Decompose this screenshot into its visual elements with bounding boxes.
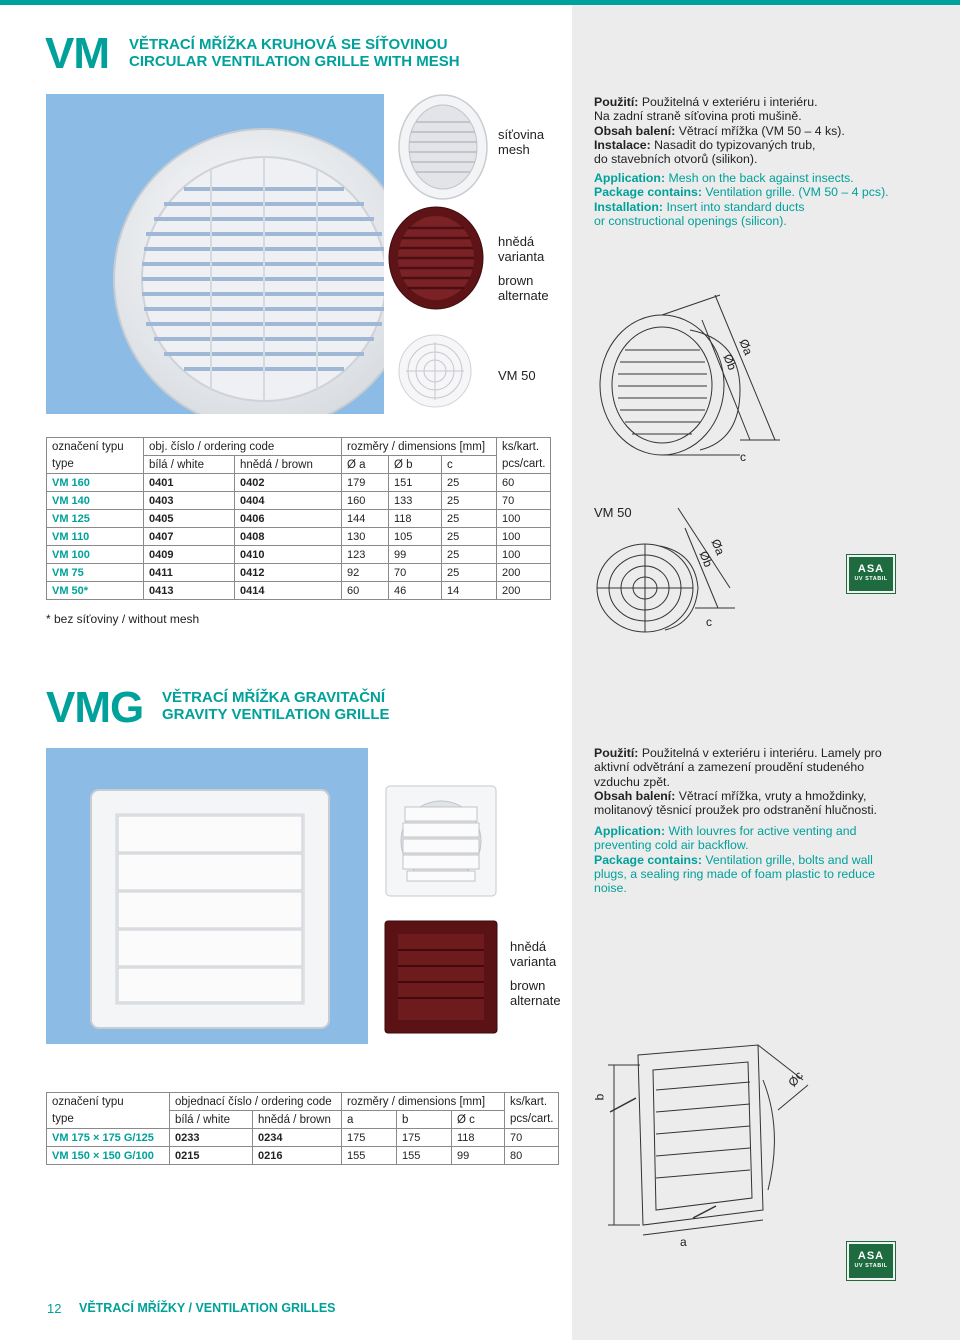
vm-cell-type: VM 125 (47, 510, 144, 528)
vm-cell-brown: 0402 (235, 474, 342, 492)
vmg-table-row (47, 1129, 559, 1147)
vm-cell-type: VM 50* (47, 582, 144, 600)
vm-product-photo (46, 94, 384, 414)
vm-mesh-grille-image (398, 94, 488, 200)
vm-cell-brown: 0414 (235, 582, 342, 600)
vm-cell-c: 14 (442, 582, 497, 600)
vm-cell-a: 60 (342, 582, 389, 600)
vm-cell-c: 25 (442, 474, 497, 492)
vm-col-order-header: obj. číslo / ordering code (144, 438, 342, 456)
vmg-small-white-grille-image (385, 785, 497, 897)
vm-cell-pcs: 100 (497, 528, 551, 546)
vm-description-cz: Použití: Použitelná v exteriéru i interiéru. Na zadní straně síťovina proti mušině. Obsah balení: Větrací mřížka (VM 50 – 4 ks). Instalace: Nasadit do typizovaných trub, do stavebních otvorů (silikon). (594, 95, 845, 167)
vm-cell-a: 130 (342, 528, 389, 546)
vmg-dim-c: Øc (785, 1068, 806, 1090)
vmg-dim-a: a (680, 1235, 687, 1249)
vm-title (129, 36, 460, 70)
vm-col-type-header: označení typu (47, 438, 144, 456)
vmg-cell-white: 0233 (170, 1129, 253, 1147)
vm50-dim-c: c (706, 615, 712, 629)
vm-cell-white: 0405 (144, 510, 235, 528)
vm-table-row (47, 546, 551, 564)
vmg-title (162, 689, 390, 723)
vm50-dim-b: Øb (696, 548, 716, 570)
vm-mesh-caption: síťovina mesh (498, 127, 545, 157)
vmg-product-photo (46, 748, 368, 1044)
vm50-dim-a: Øa (708, 536, 728, 558)
vm-col-dim-header: rozměry / dimensions [mm] (342, 438, 497, 456)
vm-cell-b: 70 (389, 564, 442, 582)
vm-cell-c: 25 (442, 546, 497, 564)
vm-dim-c: c (740, 450, 746, 464)
vmg-cell-a: 175 (342, 1129, 397, 1147)
vm-cell-brown: 0404 (235, 492, 342, 510)
vmg-cell-b: 155 (397, 1147, 452, 1165)
vmg-col-type-header: označení typu (47, 1093, 170, 1111)
vm-brown-grille-image (388, 206, 484, 310)
vm-cell-b: 46 (389, 582, 442, 600)
vm-title-cz: VĚTRACÍ MŘÍŽKA KRUHOVÁ SE SÍŤOVINOU (129, 36, 448, 53)
vm-cell-a: 160 (342, 492, 389, 510)
vm50-grille-image (398, 334, 472, 408)
vmg-product-code: VMG (46, 683, 144, 732)
vm-cell-a: 123 (342, 546, 389, 564)
vm-brown-caption: hnědá varianta brown alternate (498, 234, 549, 303)
vmg-cell-pcs: 80 (505, 1147, 559, 1165)
vm-table-row (47, 510, 551, 528)
vm-cell-pcs: 60 (497, 474, 551, 492)
vm-spec-table: označení typu obj. číslo / ordering code rozměry / dimensions [mm] ks/kart. type bílá / white hnědá / brown Ø a Ø b c pcs/cart. VM 160 0401 0402 179 151 25 60 VM 140 0403 0404 160 133 25 70 VM 125 0405 0406 144 118 25 100 VM 110 0407 0408 130 105 25 100 VM 100 0409 0410 123 99 25 100 VM 75 0411 0412 92 70 25 200 VM 50* 0413 0414 60 46 14 200 (46, 437, 551, 600)
vmg-cell-type: VM 150 × 150 G/100 (47, 1147, 170, 1165)
vm50-caption: VM 50 (498, 368, 536, 383)
vm-dim-a: Øa (736, 336, 756, 358)
vm-footnote: * bez síťoviny / without mesh (46, 612, 200, 626)
vm-cell-type: VM 110 (47, 528, 144, 546)
vm-cell-white: 0409 (144, 546, 235, 564)
vm-cell-type: VM 160 (47, 474, 144, 492)
vm-table-row (47, 564, 551, 582)
vm-table-row (47, 582, 551, 600)
vm-cell-c: 25 (442, 564, 497, 582)
vmg-spec-table: označení typu objednací číslo / ordering code rozměry / dimensions [mm] ks/kart. type bílá / white hnědá / brown a b Ø c pcs/cart. VM 175 × 175 G/125 0233 0234 175 175 118 70 VM 150 × 150 G/100 0215 0216 155 155 99 80 (46, 1092, 559, 1165)
vm-en-application: Application: Mesh on the back against insects. (594, 171, 854, 185)
vm-cell-type: VM 140 (47, 492, 144, 510)
vm-en-package: Package contains: Ventilation grille. (VM 50 – 4 pcs). (594, 185, 889, 200)
vm-cell-white: 0407 (144, 528, 235, 546)
vm-cell-type: VM 75 (47, 564, 144, 582)
vmg-cell-brown: 0234 (253, 1129, 342, 1147)
vm50-technical-drawing (590, 498, 750, 638)
vm-round-grille-image (46, 94, 384, 414)
vm-table-row (47, 474, 551, 492)
vm-cell-pcs: 200 (497, 582, 551, 600)
vmg-cell-a: 155 (342, 1147, 397, 1165)
vm-cell-brown: 0412 (235, 564, 342, 582)
vmg-dim-b: b (592, 1093, 607, 1101)
vmg-square-grille-image (46, 748, 368, 1044)
vm-col-pcs-header: ks/kart. (497, 438, 551, 456)
vmg-col-dim-header: rozměry / dimensions [mm] (342, 1093, 505, 1111)
vm-cell-pcs: 100 (497, 546, 551, 564)
vm-cell-c: 25 (442, 510, 497, 528)
vm-cell-a: 92 (342, 564, 389, 582)
vmg-title-cz: VĚTRACÍ MŘÍŽKA GRAVITAČNÍ (162, 689, 386, 706)
vmg-technical-drawing (598, 1040, 818, 1250)
vm50-drawing-caption: VM 50 (594, 505, 632, 520)
vm-cell-b: 118 (389, 510, 442, 528)
vm-dim-b: Øb (720, 351, 740, 373)
vm-cell-c: 25 (442, 528, 497, 546)
vm-cell-type: VM 100 (47, 546, 144, 564)
vm-cell-white: 0401 (144, 474, 235, 492)
vm-cell-white: 0403 (144, 492, 235, 510)
vm-cell-brown: 0410 (235, 546, 342, 564)
vm-cell-b: 151 (389, 474, 442, 492)
vm-cell-a: 179 (342, 474, 389, 492)
vmg-cell-c: 118 (452, 1129, 505, 1147)
vmg-description-cz: Použití: Použitelná v exteriéru i interiéru. Lamely pro aktivní odvětrání a zamezení proudění studeného vzduchu zpět. Obsah balení: Větrací mřížka, vruty a hmoždinky, molitanový těsnicí proužek pro odstranění hlučnosti. (594, 746, 882, 818)
vmg-cell-type: VM 175 × 175 G/125 (47, 1129, 170, 1147)
asa-uv-badge: ASA UV STABIL (847, 555, 895, 593)
vm-en-installation: Installation: Insert into standard ducts (594, 199, 805, 214)
vm-product-code: VM (45, 29, 109, 78)
vm-cell-brown: 0406 (235, 510, 342, 528)
vm-cell-pcs: 70 (497, 492, 551, 510)
vm-cell-pcs: 200 (497, 564, 551, 582)
vm-title-en: CIRCULAR VENTILATION GRILLE WITH MESH (129, 53, 460, 70)
vm-technical-drawing (590, 290, 790, 470)
vmg-cell-pcs: 70 (505, 1129, 559, 1147)
vmg-cell-white: 0215 (170, 1147, 253, 1165)
vmg-title-en: GRAVITY VENTILATION GRILLE (162, 706, 390, 723)
vm-cell-b: 105 (389, 528, 442, 546)
vmg-cell-b: 175 (397, 1129, 452, 1147)
asa-uv-badge-vmg: ASA UV STABIL (847, 1242, 895, 1280)
page-number: 12 (47, 1301, 62, 1316)
vm-description-en: Application: Mesh on the back against insects. Package contains: Ventilation grille. (VM 50 – 4 pcs). Installation: Insert into standard ducts or constructional openings (silicon). (594, 171, 924, 228)
vmg-cell-brown: 0216 (253, 1147, 342, 1165)
vmg-cell-c: 99 (452, 1147, 505, 1165)
vm-cell-brown: 0408 (235, 528, 342, 546)
vmg-table-row (47, 1147, 559, 1165)
vm-table-row (47, 492, 551, 510)
vmg-col-pcs-header: ks/kart. (505, 1093, 559, 1111)
vm-cell-white: 0411 (144, 564, 235, 582)
vmg-brown-grille-image (384, 920, 498, 1034)
vmg-description-en: Application: With louvres for active venting and preventing cold air backflow. Package contains: Ventilation grille, bolts and wall plugs, a sealing ring made of foam plastic to reduce noise. (594, 824, 875, 896)
vm-cell-b: 99 (389, 546, 442, 564)
vm-cell-c: 25 (442, 492, 497, 510)
vm-cell-b: 133 (389, 492, 442, 510)
vmg-brown-caption: hnědá varianta brown alternate (510, 939, 561, 1008)
vm-cell-white: 0413 (144, 582, 235, 600)
vmg-col-order-header: objednací číslo / ordering code (170, 1093, 342, 1111)
vm-cell-a: 144 (342, 510, 389, 528)
vm-table-row (47, 528, 551, 546)
vm-cell-pcs: 100 (497, 510, 551, 528)
footer-section-title: VĚTRACÍ MŘÍŽKY / VENTILATION GRILLES (79, 1301, 336, 1315)
